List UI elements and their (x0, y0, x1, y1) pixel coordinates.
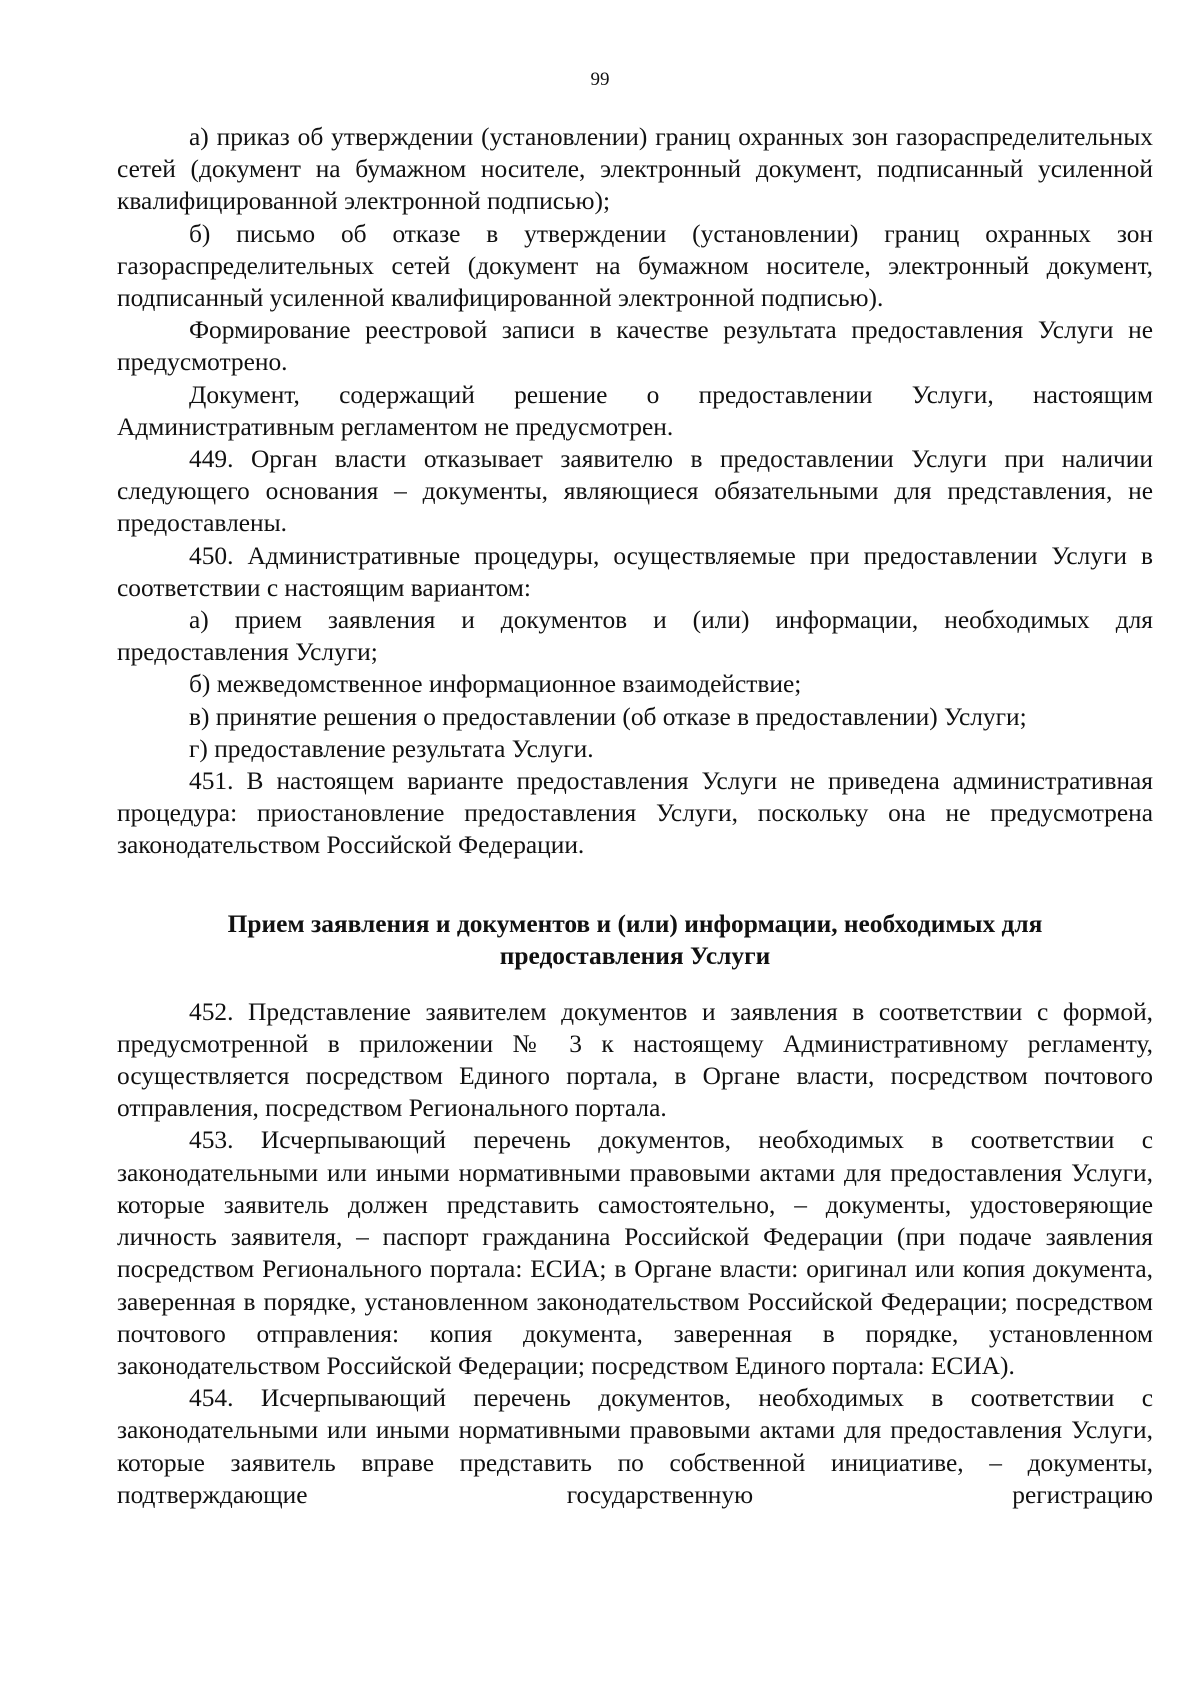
paragraph-449: 449. Орган власти отказывает заявителю в предоставлении Услуги при наличии следующего основания – документы, являющиеся обязательными для представления, не предоставлены. (117, 445, 1153, 538)
page-number: 99 (590, 69, 610, 90)
paragraph-item-a-order: а) приказ об утверждении (установлении) границ охранных зон газораспределительных сетей (документ на бумажном носителе, электронный документ, подписанный усиленной квалифицированной электронной подписью); (117, 123, 1153, 216)
paragraph-453: 453. Исчерпывающий перечень документов, необходимых в соответствии с законодательными или иными нормативными правовыми актами для предоставления Услуги, которые заявитель должен представить самостоятельно, – документы, удостоверяющие личность заявителя, – паспорт гражданина Российской Федерации (при подаче заявления посредством Регионального портала: ЕСИА; в Органе власти: оригинал или копия документа, заверенная в порядке, установленном законодательством Российской Федерации; посредством почтового отправления: копия документа, заверенная в порядке, установленном законодательством Российской Федерации; посредством Единого портала: ЕСИА). (117, 1126, 1153, 1380)
paragraph-454: 454. Исчерпывающий перечень документов, необходимых в соответствии с законодательными или иными нормативными правовыми актами для предоставления Услуги, которые заявитель вправе представить по собственной инициативе, – документы, подтверждающие государственную регистрацию (117, 1384, 1153, 1509)
paragraph-decision-document: Документ, содержащий решение о предоставлении Услуги, настоящим Административным регламентом не предусмотрен. (117, 380, 1153, 441)
paragraph-451: 451. В настоящем варианте предоставления Услуги не приведена административная процедура: приостановление предоставления Услуги, поскольку она не предусмотрена законодательством Российской Федерации. (117, 767, 1153, 860)
section-heading-line-2: предоставления Услуги (499, 941, 771, 970)
paragraph-450: 450. Административные процедуры, осуществляемые при предоставлении Услуги в соответствии с настоящим вариантом: (117, 541, 1153, 602)
paragraph-450-item-b: б) межведомственное информационное взаимодействие; (189, 670, 802, 699)
paragraph-450-item-a: а) прием заявления и документов и (или) информации, необходимых для предоставления Услуги; (117, 606, 1153, 667)
section-heading (117, 908, 1153, 972)
paragraph-450-item-d: г) предоставление результата Услуги. (189, 734, 594, 763)
section-heading-line-1: Прием заявления и документов и (или) информации, необходимых для (227, 909, 1043, 938)
paragraph-450-item-c: в) принятие решения о предоставлении (об отказе в предоставлении) Услуги; (189, 702, 1027, 731)
paragraph-registry-record: Формирование реестровой записи в качестве результата предоставления Услуги не предусмотрено. (117, 316, 1153, 377)
paragraph-452: 452. Представление заявителем документов и заявления в соответствии с формой, предусмотренной в приложении № 3 к настоящему Административному регламенту, осуществляется посредством Единого портала, в Органе власти, посредством почтового отправления, посредством Регионального портала. (117, 997, 1153, 1123)
paragraph-item-b-refusal-letter: б) письмо об отказе в утверждении (установлении) границ охранных зон газораспределительных сетей (документ на бумажном носителе, электронный документ, подписанный усиленной квалифицированной электронной подписью). (117, 219, 1153, 313)
page-content (117, 121, 1153, 1511)
